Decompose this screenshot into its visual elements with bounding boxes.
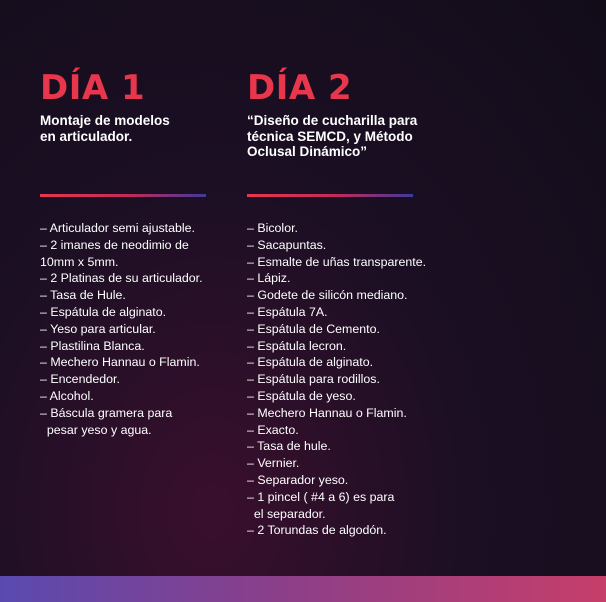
list-item: – Espátula de alginato. (247, 355, 374, 370)
day2-materials-list (247, 220, 426, 539)
list-item: – Tasa de hule. (247, 439, 331, 454)
list-item: – Mechero Hannau o Flamin. (247, 405, 407, 420)
list-item: – Espátula lecron. (247, 338, 347, 353)
list-item: 10mm x 5mm. (40, 254, 119, 269)
list-item: – Plastilina Blanca. (40, 338, 145, 353)
list-item: – Vernier. (247, 456, 300, 471)
list-item: – Espátula de Cemento. (247, 321, 380, 336)
list-item: – Alcohol. (40, 388, 94, 403)
list-item: – 2 Torundas de algodón. (247, 523, 387, 538)
day1-subtitle (40, 113, 230, 144)
list-item: – Lápiz. (247, 271, 291, 286)
list-item: – Mechero Hannau o Flamin. (40, 355, 200, 370)
list-item: – Báscula gramera para (40, 405, 173, 420)
list-item: – Tasa de Hule. (40, 288, 126, 303)
list-item: – Espátula de yeso. (247, 388, 356, 403)
list-item: – Exacto. (247, 422, 299, 437)
list-item: – Godete de silicón mediano. (247, 288, 408, 303)
list-item: – Esmalte de uñas transparente. (247, 254, 427, 269)
day1-subtitle-line: en articulador. (40, 128, 133, 144)
day1-header (40, 68, 230, 144)
bottom-gradient-bar (0, 576, 606, 602)
list-item: – Encendedor. (40, 372, 120, 387)
day1-materials-list (40, 220, 203, 438)
day2-subtitle (247, 113, 467, 160)
list-item: pesar yeso y agua. (40, 422, 152, 437)
day1-divider (40, 194, 206, 197)
list-item: – Espátula 7A. (247, 304, 328, 319)
list-item: – Sacapuntas. (247, 237, 327, 252)
day1-subtitle-line: Montaje de modelos (40, 113, 170, 128)
list-item: el separador. (247, 506, 326, 521)
day2-subtitle-line: Oclusal Dinámico” (247, 144, 368, 159)
list-item: – Separador yeso. (247, 472, 349, 487)
list-item: – Espátula para rodillos. (247, 372, 380, 387)
list-item: – 2 imanes de neodimio de (40, 237, 189, 252)
list-item: – 1 pincel ( #4 a 6) es para (247, 489, 395, 504)
day2-subtitle-line: técnica SEMCD, y Método (247, 128, 413, 144)
day1-title: DÍA 1 (40, 68, 146, 108)
day2-divider (247, 194, 413, 197)
list-item: – Articulador semi ajustable. (40, 221, 195, 235)
list-item: – Espátula de alginato. (40, 304, 167, 319)
day2-header (247, 68, 467, 160)
list-item: – Yeso para articular. (40, 321, 156, 336)
list-item: – Bicolor. (247, 221, 298, 235)
day2-subtitle-line: “Diseño de cucharilla para (247, 113, 418, 128)
list-item: – 2 Platinas de su articulador. (40, 271, 203, 286)
day2-title: DÍA 2 (247, 68, 353, 108)
